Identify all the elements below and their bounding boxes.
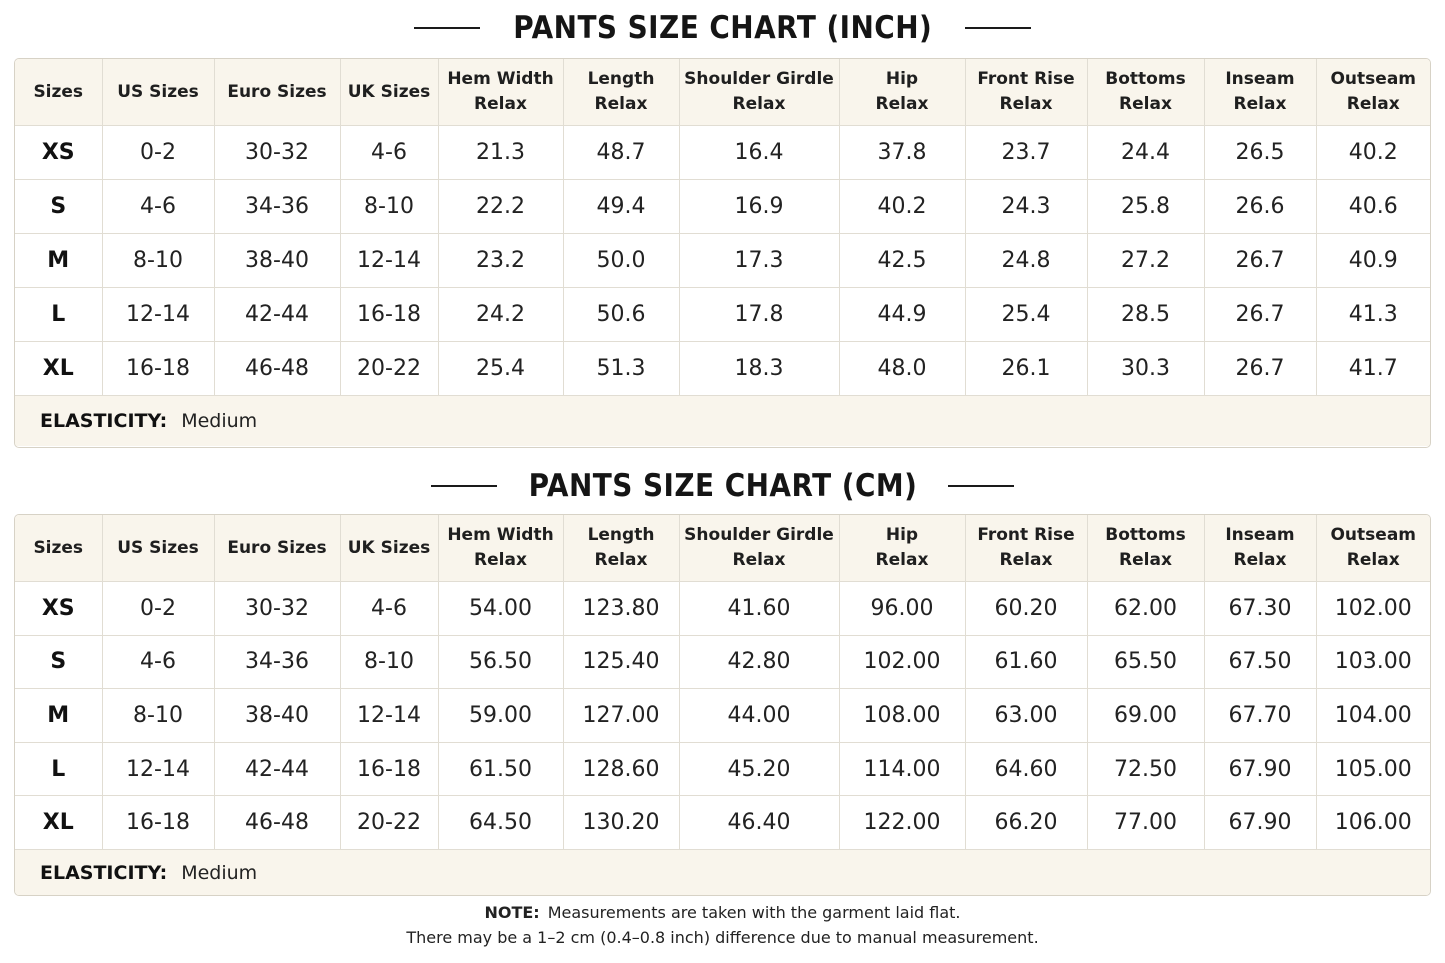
table-cell: 67.90 xyxy=(1204,742,1316,796)
table-cell: 54.00 xyxy=(438,582,563,636)
table-row xyxy=(15,342,1430,396)
table-cell: 4-6 xyxy=(340,126,438,180)
column-header-bottoms-relax xyxy=(1087,515,1204,582)
table-cell: 69.00 xyxy=(1087,689,1204,743)
table-cell: 24.8 xyxy=(965,234,1087,288)
table-cell: 62.00 xyxy=(1087,582,1204,636)
table-cell: 42.5 xyxy=(839,234,965,288)
table-cell: 12-14 xyxy=(102,288,214,342)
table-cell: 23.2 xyxy=(438,234,563,288)
table-cell: 18.3 xyxy=(679,342,839,396)
table-cell: 16-18 xyxy=(340,288,438,342)
column-header-line: Relax xyxy=(1119,94,1172,114)
column-header-line: Relax xyxy=(474,94,527,114)
table-cell: 17.8 xyxy=(679,288,839,342)
column-header-shoulder-girdle-relax xyxy=(679,515,839,582)
table-cell: 30-32 xyxy=(214,126,340,180)
column-header-uk-sizes xyxy=(340,59,438,126)
column-header-line: Relax xyxy=(875,94,929,114)
inch-chart-title: PANTS SIZE CHART (INCH) xyxy=(513,10,932,46)
table-cell: 66.20 xyxy=(965,796,1087,850)
table-cell: 24.4 xyxy=(1087,126,1204,180)
column-header-line: Relax xyxy=(594,94,648,114)
table-cell: 41.3 xyxy=(1316,288,1430,342)
table-cell: 16.4 xyxy=(679,126,839,180)
elasticity-label: ELASTICITY: xyxy=(40,410,168,432)
table-cell: 40.9 xyxy=(1316,234,1430,288)
column-header-line: Relax xyxy=(1233,550,1287,570)
table-cell: 41.7 xyxy=(1316,342,1430,396)
table-cell: 64.60 xyxy=(965,742,1087,796)
table-cell: 103.00 xyxy=(1316,635,1430,689)
column-header-front-rise-relax xyxy=(965,59,1087,126)
table-cell: 46.40 xyxy=(679,796,839,850)
size-label-cell: S xyxy=(15,635,102,689)
table-cell: 105.00 xyxy=(1316,742,1430,796)
column-header-line: Relax xyxy=(474,550,527,570)
table-cell: 49.4 xyxy=(563,180,679,234)
table-row xyxy=(15,582,1430,636)
table-cell: 123.80 xyxy=(563,582,679,636)
table-cell: 46-48 xyxy=(214,796,340,850)
table-row xyxy=(15,126,1430,180)
table-cell: 130.20 xyxy=(563,796,679,850)
table-cell: 61.60 xyxy=(965,635,1087,689)
elasticity-value: Medium xyxy=(181,410,258,432)
size-label-cell: XS xyxy=(15,582,102,636)
inch-elasticity-row xyxy=(15,396,1430,446)
table-cell: 20-22 xyxy=(340,796,438,850)
column-header-line: Relax xyxy=(732,550,786,570)
table-cell: 59.00 xyxy=(438,689,563,743)
column-header-hem-width-relax xyxy=(438,59,563,126)
table-cell: 34-36 xyxy=(214,635,340,689)
table-cell: 30.3 xyxy=(1087,342,1204,396)
inch-table-body xyxy=(15,126,1430,396)
table-cell: 16-18 xyxy=(340,742,438,796)
table-cell: 60.20 xyxy=(965,582,1087,636)
column-header-line: Relax xyxy=(875,550,929,570)
table-cell: 65.50 xyxy=(1087,635,1204,689)
table-cell: 102.00 xyxy=(1316,582,1430,636)
column-header-inseam-relax xyxy=(1204,59,1316,126)
table-cell: 63.00 xyxy=(965,689,1087,743)
column-header-line: Relax xyxy=(1119,550,1172,570)
column-header-line: US Sizes xyxy=(117,81,199,102)
column-header-line: Outseam xyxy=(1330,69,1416,89)
column-header-line: Inseam xyxy=(1225,69,1295,89)
table-cell: 40.2 xyxy=(1316,126,1430,180)
cm-elasticity-row xyxy=(15,850,1430,896)
table-cell: 40.2 xyxy=(839,180,965,234)
size-label-cell: L xyxy=(15,742,102,796)
column-header-us-sizes xyxy=(102,59,214,126)
table-cell: 64.50 xyxy=(438,796,563,850)
column-header-line: Relax xyxy=(594,550,648,570)
table-cell: 22.2 xyxy=(438,180,563,234)
table-cell: 25.4 xyxy=(965,288,1087,342)
table-cell: 122.00 xyxy=(839,796,965,850)
table-cell: 106.00 xyxy=(1316,796,1430,850)
table-cell: 8-10 xyxy=(102,689,214,743)
inch-size-chart xyxy=(14,58,1431,448)
column-header-line: UK Sizes xyxy=(347,81,431,102)
table-cell: 26.6 xyxy=(1204,180,1316,234)
note-line-2: There may be a 1–2 cm (0.4–0.8 inch) difference due to manual measurement. xyxy=(406,928,1039,947)
column-header-line: Hem Width xyxy=(447,525,554,545)
table-cell: 26.5 xyxy=(1204,126,1316,180)
table-cell: 12-14 xyxy=(340,689,438,743)
table-cell: 20-22 xyxy=(340,342,438,396)
table-cell: 8-10 xyxy=(340,180,438,234)
table-cell: 12-14 xyxy=(102,742,214,796)
column-header-hip-relax xyxy=(839,59,965,126)
table-cell: 0-2 xyxy=(102,582,214,636)
elasticity-value: Medium xyxy=(181,861,258,884)
table-cell: 67.30 xyxy=(1204,582,1316,636)
column-header-length-relax xyxy=(563,59,679,126)
table-row xyxy=(15,180,1430,234)
size-label-cell: L xyxy=(15,288,102,342)
column-header-line: Shoulder Girdle xyxy=(684,525,834,545)
table-cell: 37.8 xyxy=(839,126,965,180)
column-header-bottoms-relax xyxy=(1087,59,1204,126)
table-cell: 26.7 xyxy=(1204,234,1316,288)
column-header-line: Length xyxy=(587,69,655,89)
title-rule-left xyxy=(414,27,480,29)
column-header-line: Bottoms xyxy=(1105,69,1186,89)
table-cell: 44.9 xyxy=(839,288,965,342)
title-rule-right xyxy=(965,27,1031,29)
column-header-line: Shoulder Girdle xyxy=(684,69,834,89)
column-header-outseam-relax xyxy=(1316,515,1430,582)
column-header-line: Hip xyxy=(885,525,919,545)
column-header-sizes xyxy=(15,59,102,126)
table-row xyxy=(15,635,1430,689)
table-cell: 48.0 xyxy=(839,342,965,396)
table-cell: 25.8 xyxy=(1087,180,1204,234)
column-header-hip-relax xyxy=(839,515,965,582)
column-header-sizes xyxy=(15,515,102,582)
column-header-line: Relax xyxy=(999,550,1053,570)
table-cell: 4-6 xyxy=(102,180,214,234)
column-header-shoulder-girdle-relax xyxy=(679,59,839,126)
table-cell: 26.1 xyxy=(965,342,1087,396)
cm-size-table xyxy=(15,515,1430,850)
size-label-cell: XS xyxy=(15,126,102,180)
table-cell: 128.60 xyxy=(563,742,679,796)
cm-chart-heading xyxy=(0,464,1445,508)
inch-chart-heading xyxy=(0,6,1445,50)
table-cell: 17.3 xyxy=(679,234,839,288)
column-header-length-relax xyxy=(563,515,679,582)
table-cell: 16.9 xyxy=(679,180,839,234)
column-header-line: Length xyxy=(587,525,655,545)
table-cell: 16-18 xyxy=(102,342,214,396)
table-cell: 127.00 xyxy=(563,689,679,743)
column-header-line: Sizes xyxy=(33,81,84,102)
table-cell: 38-40 xyxy=(214,234,340,288)
column-header-line: Inseam xyxy=(1225,525,1295,545)
table-cell: 40.6 xyxy=(1316,180,1430,234)
column-header-line: UK Sizes xyxy=(347,537,431,558)
table-cell: 96.00 xyxy=(839,582,965,636)
column-header-line: Relax xyxy=(999,94,1053,114)
column-header-line: Front Rise xyxy=(977,525,1075,545)
table-row xyxy=(15,742,1430,796)
table-cell: 38-40 xyxy=(214,689,340,743)
table-cell: 0-2 xyxy=(102,126,214,180)
table-cell: 42.80 xyxy=(679,635,839,689)
column-header-line: Hem Width xyxy=(447,69,554,89)
size-label-cell: XL xyxy=(15,796,102,850)
table-cell: 67.50 xyxy=(1204,635,1316,689)
table-row xyxy=(15,796,1430,850)
column-header-line: Euro Sizes xyxy=(227,81,327,102)
column-header-line: Relax xyxy=(1233,94,1287,114)
column-header-euro-sizes xyxy=(214,515,340,582)
title-rule-left xyxy=(431,485,497,487)
cm-table-body xyxy=(15,582,1430,850)
column-header-line: Euro Sizes xyxy=(227,537,327,558)
table-cell: 77.00 xyxy=(1087,796,1204,850)
column-header-line: Bottoms xyxy=(1105,525,1186,545)
table-cell: 102.00 xyxy=(839,635,965,689)
table-cell: 46-48 xyxy=(214,342,340,396)
table-row xyxy=(15,234,1430,288)
column-header-front-rise-relax xyxy=(965,515,1087,582)
table-cell: 8-10 xyxy=(340,635,438,689)
column-header-uk-sizes xyxy=(340,515,438,582)
cm-size-chart xyxy=(14,514,1431,896)
table-cell: 42-44 xyxy=(214,742,340,796)
table-cell: 50.6 xyxy=(563,288,679,342)
table-cell: 61.50 xyxy=(438,742,563,796)
table-cell: 41.60 xyxy=(679,582,839,636)
table-cell: 24.3 xyxy=(965,180,1087,234)
table-cell: 104.00 xyxy=(1316,689,1430,743)
table-cell: 12-14 xyxy=(340,234,438,288)
column-header-line: Outseam xyxy=(1330,525,1416,545)
table-cell: 27.2 xyxy=(1087,234,1204,288)
table-cell: 4-6 xyxy=(102,635,214,689)
column-header-euro-sizes xyxy=(214,59,340,126)
table-cell: 26.7 xyxy=(1204,342,1316,396)
title-rule-right xyxy=(948,485,1014,487)
table-cell: 4-6 xyxy=(340,582,438,636)
size-label-cell: M xyxy=(15,234,102,288)
table-cell: 48.7 xyxy=(563,126,679,180)
column-header-hem-width-relax xyxy=(438,515,563,582)
size-label-cell: XL xyxy=(15,342,102,396)
size-label-cell: M xyxy=(15,689,102,743)
table-cell: 25.4 xyxy=(438,342,563,396)
column-header-line: US Sizes xyxy=(117,537,199,558)
elasticity-label: ELASTICITY: xyxy=(40,861,168,884)
table-cell: 50.0 xyxy=(563,234,679,288)
table-cell: 125.40 xyxy=(563,635,679,689)
inch-size-table xyxy=(15,59,1430,396)
size-label-cell: S xyxy=(15,180,102,234)
column-header-inseam-relax xyxy=(1204,515,1316,582)
table-cell: 30-32 xyxy=(214,582,340,636)
column-header-us-sizes xyxy=(102,515,214,582)
column-header-line: Relax xyxy=(1346,94,1400,114)
table-cell: 108.00 xyxy=(839,689,965,743)
table-cell: 56.50 xyxy=(438,635,563,689)
cm-chart-title: PANTS SIZE CHART (CM) xyxy=(528,468,917,504)
table-cell: 42-44 xyxy=(214,288,340,342)
table-cell: 28.5 xyxy=(1087,288,1204,342)
note-line-1 xyxy=(0,900,1445,925)
table-cell: 67.90 xyxy=(1204,796,1316,850)
table-row xyxy=(15,288,1430,342)
column-header-line: Front Rise xyxy=(977,69,1075,89)
inch-table-header xyxy=(15,59,1430,126)
table-cell: 51.3 xyxy=(563,342,679,396)
column-header-line: Relax xyxy=(732,94,786,114)
table-cell: 26.7 xyxy=(1204,288,1316,342)
note-label: NOTE: xyxy=(484,903,540,922)
table-cell: 8-10 xyxy=(102,234,214,288)
note-text-1: Measurements are taken with the garment laid flat. xyxy=(547,903,961,922)
table-cell: 44.00 xyxy=(679,689,839,743)
column-header-line: Hip xyxy=(885,69,919,89)
table-row xyxy=(15,689,1430,743)
table-cell: 72.50 xyxy=(1087,742,1204,796)
column-header-line: Sizes xyxy=(33,537,84,558)
column-header-line: Relax xyxy=(1346,550,1400,570)
table-cell: 21.3 xyxy=(438,126,563,180)
table-cell: 34-36 xyxy=(214,180,340,234)
table-cell: 16-18 xyxy=(102,796,214,850)
table-cell: 23.7 xyxy=(965,126,1087,180)
column-header-outseam-relax xyxy=(1316,59,1430,126)
table-cell: 24.2 xyxy=(438,288,563,342)
table-cell: 114.00 xyxy=(839,742,965,796)
table-cell: 67.70 xyxy=(1204,689,1316,743)
cm-table-header xyxy=(15,515,1430,582)
measurement-note xyxy=(0,900,1445,950)
table-cell: 45.20 xyxy=(679,742,839,796)
